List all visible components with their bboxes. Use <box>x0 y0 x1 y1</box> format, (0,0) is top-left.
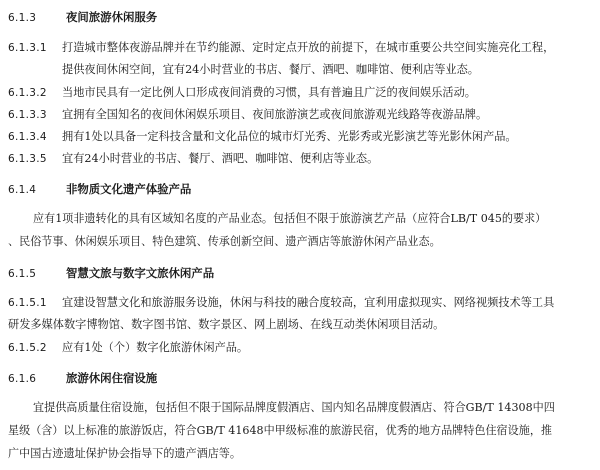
clause-item <box>8 152 594 166</box>
section-number: 6.1.5 <box>8 268 37 280</box>
paragraph-text: 广中国古迹遗址保护协会指导下的遗产酒店等。 <box>8 447 241 460</box>
clause-item <box>8 41 594 55</box>
clause-item <box>8 341 594 355</box>
section-heading <box>8 182 594 197</box>
paragraph-text: 、民俗节事、休闲娱乐项目、特色建筑、传承创新空间、遗产酒店等旅游休闲产品业态。 <box>8 235 441 248</box>
clause-number: 6.1.5.2 <box>8 342 47 354</box>
paragraph-line <box>8 447 594 461</box>
section-number: 6.1.3 <box>8 12 37 24</box>
section-number: 6.1.6 <box>8 373 37 385</box>
clause-number: 6.1.3.5 <box>8 153 47 165</box>
paragraph-line <box>8 235 594 249</box>
paragraph-text: 星级（含）以上标准的旅游饭店，符合GB/T 41648中甲级标准的旅游民宿，优秀的地方品牌特色住宿设施，推 <box>8 424 553 437</box>
section-number: 6.1.4 <box>8 184 37 196</box>
clause-number: 6.1.3.3 <box>8 109 47 121</box>
paragraph-line <box>33 401 594 415</box>
clause-item-continuation <box>8 318 594 332</box>
clause-text: 当地市民具有一定比例人口形成夜间消费的习惯，具有普遍且广泛的夜间娱乐活动。 <box>62 86 476 99</box>
section-heading <box>8 10 594 25</box>
section-title: 旅游休闲住宿设施 <box>66 371 158 385</box>
clause-item <box>8 296 594 310</box>
paragraph-line <box>8 424 594 438</box>
clause-text: 研发多媒体数字博物馆、数字图书馆、数字景区、网上剧场、在线互动类休闲项目活动。 <box>8 318 445 331</box>
paragraph-line <box>33 212 594 226</box>
section-heading <box>8 266 594 281</box>
clause-item <box>8 86 594 100</box>
section-title: 夜间旅游休闲服务 <box>66 10 158 24</box>
paragraph-text: 宜提供高质量住宿设施，包括但不限于国际品牌度假酒店、国内知名品牌度假酒店、符合GB/T 14308中四 <box>33 401 555 414</box>
clause-number: 6.1.3.4 <box>8 131 47 143</box>
clause-item <box>8 130 594 144</box>
section-heading <box>8 371 594 386</box>
clause-text: 提供夜间休闲空间，宜有24小时营业的书店、餐厅、酒吧、咖啡馆、便利店等业态。 <box>62 63 479 76</box>
clause-text: 应有1处（个）数字化旅游休闲产品。 <box>62 341 249 354</box>
clause-number: 6.1.5.1 <box>8 297 47 309</box>
clause-number: 6.1.3.2 <box>8 87 47 99</box>
section-title: 智慧文旅与数字文旅休闲产品 <box>66 266 215 280</box>
clause-text: 宜有24小时营业的书店、餐厅、酒吧、咖啡馆、便利店等业态。 <box>62 152 379 165</box>
clause-item-continuation <box>8 63 594 77</box>
clause-item <box>8 108 594 122</box>
clause-text: 宜拥有全国知名的夜间休闲娱乐项目、夜间旅游演艺或夜间旅游观光线路等夜游品牌。 <box>62 108 488 121</box>
paragraph-text: 应有1项非遗转化的具有区域知名度的产品业态。包括但不限于旅游演艺产品（应符合LB/T 045的要求） <box>33 212 547 225</box>
section-title: 非物质文化遗产体验产品 <box>66 182 192 196</box>
clause-text: 宜建设智慧文化和旅游服务设施，休闲与科技的融合度较高，宜利用虚拟现实、网络视频技术等工具 <box>62 296 555 309</box>
clause-number: 6.1.3.1 <box>8 42 47 54</box>
clause-text: 拥有1处以具备一定科技含量和文化品位的城市灯光秀、光影秀或光影演艺等光影休闲产品。 <box>62 130 517 143</box>
clause-text: 打造城市整体夜游品牌并在节约能源、定时定点开放的前提下，在城市重要公共空间实施亮化工程， <box>62 41 555 54</box>
